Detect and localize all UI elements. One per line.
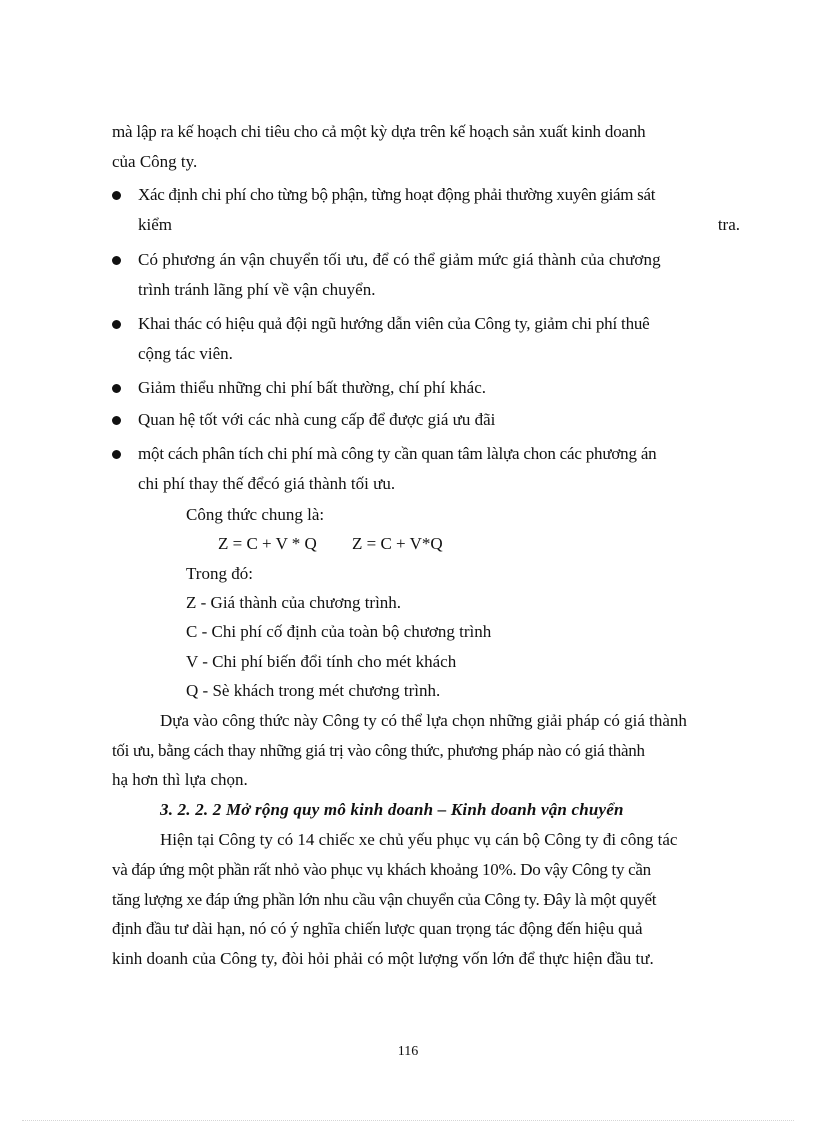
formula-eq2: Z = C + V*Q [352, 534, 443, 553]
bullet1-line2 [138, 214, 740, 236]
bullet1-line2-left: kiểm [138, 215, 172, 234]
bullet-dot [112, 320, 121, 329]
bullet1-line2-right: tra. [717, 215, 740, 234]
bullet1-line1: Xác định chi phí cho từng bộ phận, từng hoạt động phải thường xuyên giám sát [138, 185, 656, 204]
formula-z: Z - Giá thành của chương trình. [186, 593, 402, 612]
section-heading: 3. 2. 2. 2 Mở rộng quy mô kinh doanh – Kinh doanh vận chuyển [160, 800, 624, 819]
para2-line3: hạ hơn thì lựa chọn. [112, 770, 248, 789]
page-number: 116 [397, 1044, 419, 1059]
bullet6-line2: chi phí thay thế đểcó giá thành tối ưu. [138, 474, 396, 493]
bullet3-line2: cộng tác viên. [138, 344, 233, 363]
bullet2-line2: trình tránh lãng phí về vận chuyển. [138, 280, 376, 299]
bullet-dot [112, 384, 121, 393]
para1-line1: mà lập ra kế hoạch chi tiêu cho cả một kỳ dựa trên kế hoạch sản xuất kinh doanh [112, 122, 646, 141]
para3-line5: kinh doanh của Công ty, đòi hỏi phải có một lượng vốn lớn để thực hiện đầu tư. [112, 949, 654, 968]
para3-line2: và đáp ứng một phần rất nhỏ vào phục vụ khách khoảng 10%. Do vậy Công ty cần [112, 860, 651, 879]
formula-where: Trong đó: [186, 564, 253, 583]
bullet-dot [112, 256, 121, 265]
bullet2-line1: Có phương án vận chuyển tối ưu, để có thể giảm mức giá thành của chương [138, 250, 661, 269]
para3-line1: Hiện tại Công ty có 14 chiếc xe chủ yếu phục vụ cán bộ Công ty đi công tác [160, 830, 678, 849]
para2-line1: Dựa vào công thức này Công ty có thể lựa chọn những giải pháp có giá thành [160, 711, 687, 730]
bullet-dot [112, 416, 121, 425]
formula-eq1: Z = C + V * Q [218, 534, 317, 553]
bullet4-line1: Giảm thiểu những chi phí bất thường, chí phí khác. [138, 378, 486, 397]
bullet3-line1: Khai thác có hiệu quả đội ngũ hướng dẫn viên của Công ty, giảm chi phí thuê [138, 314, 650, 333]
para3-line3: tăng lượng xe đáp ứng phần lớn nhu cầu vận chuyển của Công ty. Đây là một quyết [112, 890, 657, 909]
bullet-dot [112, 191, 121, 200]
formula-v: V - Chi phí biến đổi tính cho mét khách [186, 652, 457, 671]
para3-line4: định đầu tư dài hạn, nó có ý nghĩa chiến lược quan trọng tác động đến hiệu quả [112, 919, 643, 938]
bullet-dot [112, 450, 121, 459]
bullet5-line1: Quan hệ tốt với các nhà cung cấp để được giá ưu đãi [138, 410, 496, 429]
bullet6-line1: một cách phân tích chi phí mà công ty cần quan tâm làlựa chon các phương án [138, 444, 657, 463]
formula-c: C - Chi phí cố định của toàn bộ chương trình [186, 622, 492, 641]
page-bottom-rule [22, 1120, 794, 1121]
formula-q: Q - Sè khách trong mét chương trình. [186, 681, 441, 700]
para1-line2: của Công ty. [112, 152, 198, 171]
formula-intro: Công thức chung là: [186, 505, 325, 524]
para2-line2: tối ưu, bằng cách thay những giá trị vào công thức, phương pháp nào có giá thành [112, 741, 645, 760]
